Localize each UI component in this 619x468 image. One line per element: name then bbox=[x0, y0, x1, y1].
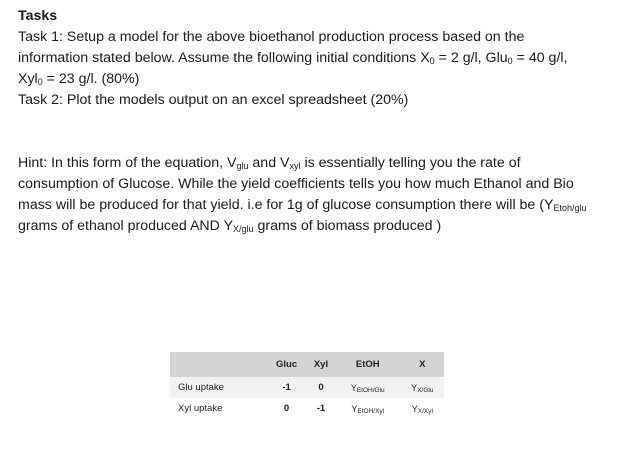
yield-symbol: Y bbox=[351, 403, 358, 414]
hint-text: is essentially telling you the rate of bbox=[300, 155, 521, 171]
subscript: 0 bbox=[37, 77, 43, 87]
table-row bbox=[170, 398, 444, 419]
subscript: xyl bbox=[289, 161, 301, 171]
subscript: X/glu bbox=[233, 224, 254, 234]
paragraph-gap bbox=[18, 132, 614, 153]
row-label: Glu uptake bbox=[170, 377, 266, 398]
row-label: Xyl uptake bbox=[170, 398, 266, 419]
subscript: EtOH/Xyl bbox=[357, 407, 385, 415]
task1-text: Task 1: Setup a model for the above bioethanol production process based on the bbox=[18, 29, 525, 45]
table-cell bbox=[335, 377, 401, 398]
table-cell: 0 bbox=[307, 377, 335, 398]
subscript: 0 bbox=[507, 56, 513, 66]
document-body bbox=[18, 6, 614, 237]
table-cell: 0 bbox=[266, 398, 307, 419]
hint-text: grams of biomass produced ) bbox=[253, 218, 442, 234]
table-cell bbox=[401, 398, 444, 419]
table-header-row bbox=[170, 352, 444, 377]
hint-text: grams of ethanol produced AND Y bbox=[18, 218, 234, 234]
task1-text: = 2 g/l, Glu bbox=[434, 50, 508, 66]
subscript: X/Glu bbox=[417, 386, 434, 394]
tasks-heading: Tasks bbox=[18, 8, 58, 24]
table-header-cell: Xyl bbox=[307, 352, 335, 377]
paragraph-gap bbox=[18, 111, 614, 132]
hint-text: Hint: In this form of the equation, V bbox=[18, 155, 237, 171]
yield-symbol: Y bbox=[411, 403, 418, 414]
yield-symbol: Y bbox=[411, 382, 418, 393]
task1-line2 bbox=[18, 48, 614, 69]
table-cell: -1 bbox=[307, 398, 335, 419]
table-header-cell: EtOH bbox=[335, 352, 401, 377]
hint-line1 bbox=[18, 153, 614, 174]
task1-line3 bbox=[18, 69, 614, 90]
hint-line3 bbox=[18, 195, 614, 216]
table-header-cell: Gluc bbox=[266, 352, 307, 377]
table-header-cell: X bbox=[401, 352, 444, 377]
hint-text: mass will be produced for that yield. i.e for 1g of glucose consumption there will be (Y bbox=[18, 197, 554, 213]
table-header-cell bbox=[170, 352, 266, 377]
table-cell bbox=[335, 398, 401, 419]
task1-line1 bbox=[18, 27, 614, 48]
subscript: Etoh/glu bbox=[553, 203, 587, 213]
hint-line4 bbox=[18, 216, 614, 237]
subscript: EtOH/Glu bbox=[356, 386, 385, 394]
table-row bbox=[170, 377, 444, 398]
task1-text: Xyl bbox=[18, 71, 38, 87]
task2-line: Task 2: Plot the models output on an excel spreadsheet (20%) bbox=[18, 92, 409, 108]
subscript: X/Xyl bbox=[417, 407, 433, 415]
stoichiometry-table bbox=[170, 352, 444, 419]
task1-text: = 23 g/l. (80%) bbox=[42, 71, 140, 87]
table-cell bbox=[401, 377, 444, 398]
task1-text: = 40 g/l, bbox=[512, 50, 568, 66]
hint-text: and V bbox=[248, 155, 290, 171]
yield-symbol: Y bbox=[350, 382, 357, 393]
table-cell: -1 bbox=[266, 377, 307, 398]
subscript: glu bbox=[236, 161, 249, 171]
subscript: 0 bbox=[429, 56, 435, 66]
hint-line2: consumption of Glucose. While the yield coefficients tells you how much Ethanol and Bio bbox=[18, 176, 574, 192]
task1-text: information stated below. Assume the following initial conditions X bbox=[18, 50, 430, 66]
